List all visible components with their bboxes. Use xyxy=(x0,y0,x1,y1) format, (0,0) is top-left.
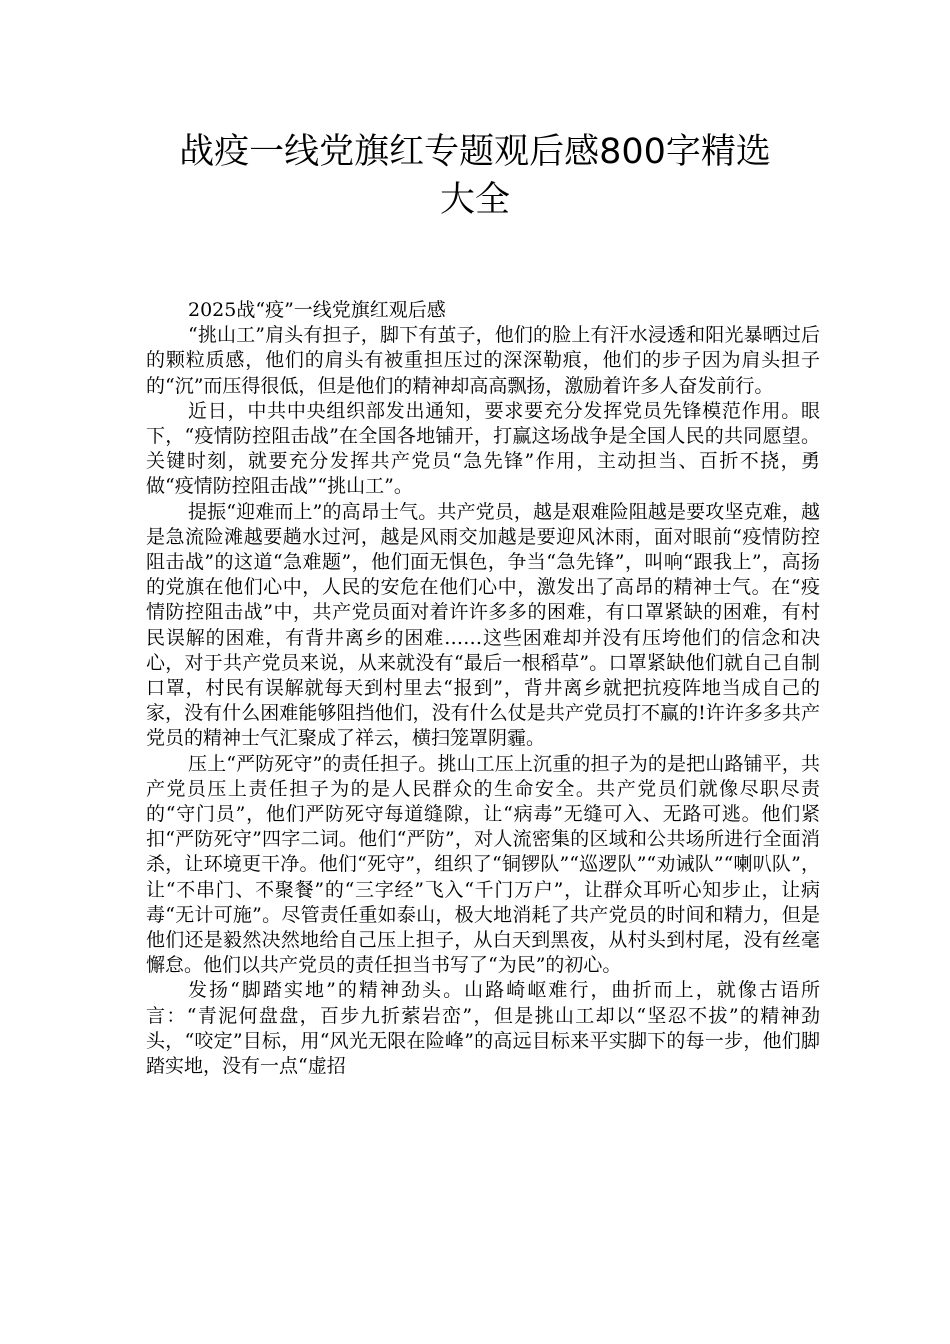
document-title xyxy=(120,128,830,224)
paragraph: 发扬“脚踏实地”的精神劲头。山路崎岖难行，曲折而上，就像古语所言：“青泥何盘盘，百步九折萦岩峦”，但是挑山工却以“坚忍不拔”的精神劲头，“咬定”目标，用“风光无限在险峰”的高远目标来平实脚下的每一步，他们脚踏实地，没有一点“虚招 xyxy=(146,979,820,1078)
document-body xyxy=(146,298,820,1079)
paragraph: 压上“严防死守”的责任担子。挑山工压上沉重的担子为的是把山路铺平，共产党员压上责任担子为的是人民群众的生命安全。共产党员们就像尽职尽责的“守门员”，他们严防死守每道缝隙，让“病毒”无缝可入、无路可逃。他们紧扣“严防死守”四字二词。他们“严防”，对人流密集的区域和公共场所进行全面消杀，让环境更干净。他们“死守”，组织了“铜锣队”“巡逻队”“劝诫队”“喇叭队”，让“不串门、不聚餐”的“三字经”飞入“千门万户”，让群众耳听心知步止，让病毒“无计可施”。尽管责任重如泰山，极大地消耗了共产党员的时间和精力，但是他们还是毅然决然地给自己压上担子，从白天到黑夜，从村头到村尾，没有丝毫懈怠。他们以共产党员的责任担当书写了“为民”的初心。 xyxy=(146,752,820,977)
paragraph: 近日，中共中央组织部发出通知，要求要充分发挥党员先锋模范作用。眼下，“疫情防控阻击战”在全国各地铺开，打赢这场战争是全国人民的共同愿望。关键时刻，就要充分发挥共产党员“急先锋”作用，主动担当、百折不挠，勇做“疫情防控阻击战”“挑山工”。 xyxy=(146,399,820,498)
paragraph: “挑山工”肩头有担子，脚下有茧子，他们的脸上有汗水浸透和阳光暴晒过后的颗粒质感，他们的肩头有被重担压过的深深勒痕，他们的步子因为肩头担子的“沉”而压得很低，但是他们的精神却高高飘扬，激励着许多人奋发前行。 xyxy=(146,324,820,397)
paragraph: 提振“迎难而上”的高昂士气。共产党员，越是艰难险阻越是要攻坚克难，越是急流险滩越要趟水过河，越是风雨交加越是要迎风沐雨，面对眼前“疫情防控阻击战”的这道“急难题”，他们面无惧色，争当“急先锋”，叫响“跟我上”，高扬的党旗在他们心中，人民的安危在他们心中，激发出了高昂的精神士气。在“疫情防控阻击战”中，共产党员面对着许许多多的困难，有口罩紧缺的困难，有村民误解的困难，有背井离乡的困难……这些困难却并没有压垮他们的信念和决心，对于共产党员来说，从来就没有“最后一根稻草”。口罩紧缺他们就自己自制口罩，村民有误解就每天到村里去“报到”，背井离乡就把抗疫阵地当成自己的家，没有什么困难能够阻挡他们，没有什么仗是共产党员打不赢的!许许多多共产党员的精神士气汇聚成了祥云，横扫笼罩阴霾。 xyxy=(146,500,820,750)
paragraph-subtitle: 2025战“疫”一线党旗红观后感 xyxy=(188,299,446,321)
title-line-1: 战疫一线党旗红专题观后感800字精选 xyxy=(179,132,771,172)
title-line-2: 大全 xyxy=(439,180,510,220)
